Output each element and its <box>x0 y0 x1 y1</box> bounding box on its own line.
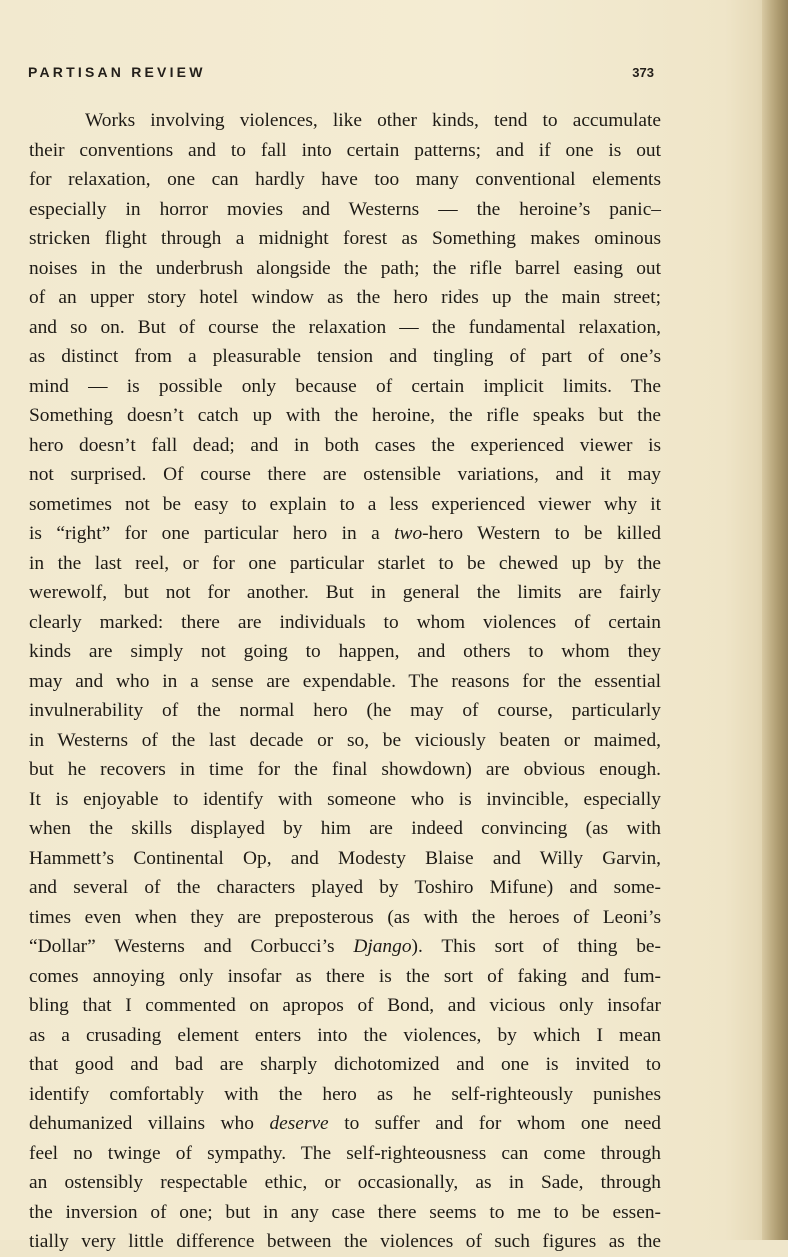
book-spine-shadow <box>762 0 788 1240</box>
text-line: Hammett’s Continental Op, and Modesty Blaise and Willy Garvin, <box>29 847 661 869</box>
running-head <box>28 64 654 86</box>
text-line: of an upper story hotel window as the hero rides up the main street; <box>29 287 661 308</box>
text-line: clearly marked: there are individuals to whom violences of certain <box>29 611 661 633</box>
text-line: hero doesn’t fall dead; and in both cases the experienced viewer is <box>29 434 661 456</box>
journal-title: PARTISAN REVIEW <box>28 64 206 80</box>
text-line: “Dollar” Westerns and Corbucci’s Django). This sort of thing be- <box>29 936 661 957</box>
text-line: an ostensibly respectable ethic, or occasionally, as in Sade, through <box>29 1172 661 1193</box>
text-line: feel no twinge of sympathy. The self-righteousness can come through <box>29 1142 661 1164</box>
text-line: mind — is possible only because of certain implicit limits. The <box>29 375 661 397</box>
text-line: bling that I commented on apropos of Bond, and vicious only insofar <box>29 995 661 1016</box>
italic-text: deserve <box>269 1113 329 1134</box>
text-line: Something doesn’t catch up with the heroine, the rifle speaks but the <box>29 405 661 426</box>
text-line: comes annoying only insofar as there is the sort of faking and fum- <box>29 965 661 987</box>
text-line: kinds are simply not going to happen, and others to whom they <box>29 641 661 662</box>
text-line: as distinct from a pleasurable tension and tingling of part of one’s <box>29 346 661 367</box>
text-line: their conventions and to fall into certain patterns; and if one is out <box>29 139 661 161</box>
text-line: as a crusading element enters into the violences, by which I mean <box>29 1024 661 1046</box>
text-line: dehumanized villains who deserve to suffer and for whom one need <box>29 1113 661 1134</box>
text-line: the inversion of one; but in any case there seems to me to be essen- <box>29 1201 661 1223</box>
text-line: for relaxation, one can hardly have too many conventional elements <box>29 169 661 190</box>
text-line: noises in the underbrush alongside the path; the rifle barrel easing out <box>29 257 661 279</box>
text-line: especially in horror movies and Westerns — the heroine’s panic– <box>29 198 661 220</box>
text-line: werewolf, but not for another. But in general the limits are fairly <box>29 582 661 603</box>
text-line: identify comfortably with the hero as he self-righteously punishes <box>29 1083 661 1105</box>
text-line: but he recovers in time for the final showdown) are obvious enough. <box>29 759 661 780</box>
text-line: when the skills displayed by him are indeed convincing (as with <box>29 818 661 839</box>
text-line: times even when they are preposterous (as with the heroes of Leoni’s <box>29 906 661 928</box>
text-line: Works involving violences, like other kinds, tend to accumulate <box>85 110 661 131</box>
text-line: stricken flight through a midnight forest as Something makes ominous <box>29 228 661 249</box>
text-line: and so on. But of course the relaxation — the fundamental relaxation, <box>29 316 661 338</box>
page-number: 373 <box>632 65 654 80</box>
text-line: and several of the characters played by Toshiro Mifune) and some- <box>29 877 661 898</box>
text-line: sometimes not be easy to explain to a less experienced viewer why it <box>29 493 661 515</box>
text-line: invulnerability of the normal hero (he may of course, particularly <box>29 700 661 721</box>
text-line: in Westerns of the last decade or so, be viciously beaten or maimed, <box>29 729 661 751</box>
italic-text: Django <box>353 936 412 957</box>
text-line: may and who in a sense are expendable. The reasons for the essential <box>29 670 661 692</box>
italic-text: two <box>394 523 423 544</box>
text-line: not surprised. Of course there are ostensible variations, and it may <box>29 464 661 485</box>
body-paragraph <box>29 106 661 1257</box>
text-line: in the last reel, or for one particular starlet to be chewed up by the <box>29 552 661 574</box>
text-line: tially very little difference between the violences of such figures as the <box>29 1231 661 1252</box>
text-line: is “right” for one particular hero in a two-hero Western to be killed <box>29 523 661 544</box>
text-line: that good and bad are sharply dichotomized and one is invited to <box>29 1054 661 1075</box>
text-line: It is enjoyable to identify with someone who is invincible, especially <box>29 788 661 810</box>
